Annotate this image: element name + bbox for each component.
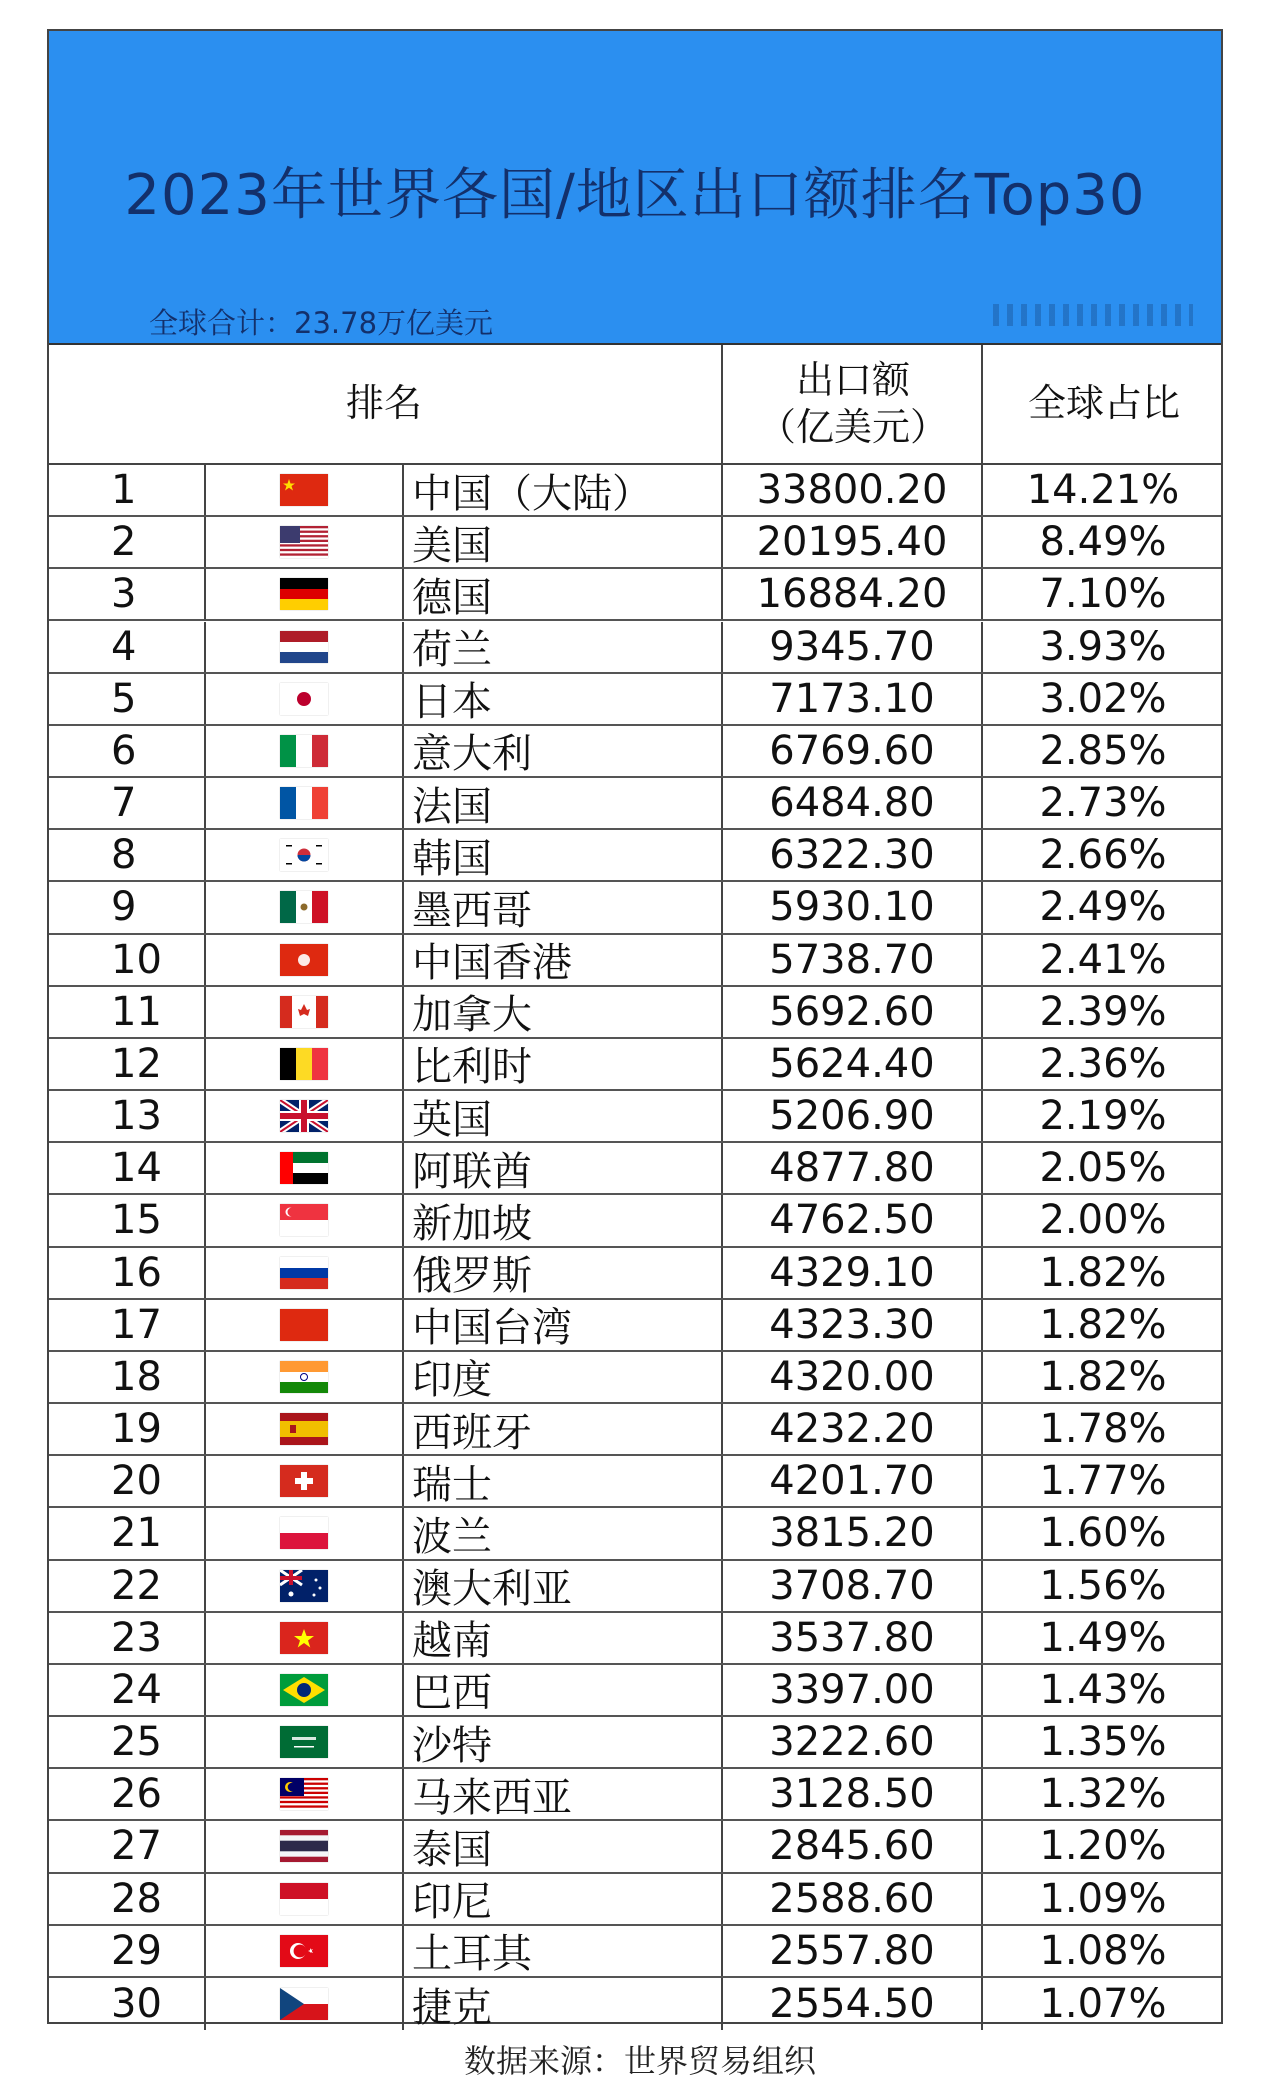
export-value-cell: 5624.40 [721, 1039, 981, 1089]
global-share-cell: 1.20% [981, 1821, 1223, 1871]
cz-flag-icon [280, 1988, 328, 2020]
table-row [49, 1978, 1221, 2030]
flag-cell [204, 1248, 402, 1298]
country-name-cell: 比利时 [402, 1039, 721, 1089]
export-value-cell: 4877.80 [721, 1143, 981, 1193]
flag-cell [204, 1821, 402, 1871]
flag-cell [204, 1613, 402, 1663]
flag-cell [204, 1195, 402, 1245]
global-share-cell: 1.49% [981, 1613, 1223, 1663]
hk-flag-icon [280, 944, 328, 976]
table-row [49, 517, 1221, 569]
column-header-global-share: 全球占比 [981, 345, 1225, 463]
export-value-cell: 5738.70 [721, 935, 981, 985]
vn-flag-icon [280, 1622, 328, 1654]
global-share-cell: 2.39% [981, 987, 1223, 1037]
global-share-cell: 8.49% [981, 517, 1223, 567]
column-header-rank: 排名 [345, 381, 422, 426]
rank-cell: 28 [111, 1875, 162, 1922]
de-flag-icon [280, 578, 328, 610]
table-row [49, 1248, 1221, 1300]
country-name-cell: 意大利 [402, 726, 721, 776]
country-name-cell: 墨西哥 [402, 882, 721, 932]
sa-flag-icon [280, 1726, 328, 1758]
global-share-cell: 2.00% [981, 1195, 1223, 1245]
flag-cell [204, 1508, 402, 1558]
sg-flag-icon [280, 1204, 328, 1236]
export-value-cell: 5206.90 [721, 1091, 981, 1141]
country-name-cell: 西班牙 [402, 1404, 721, 1454]
cn-flag-icon [280, 474, 328, 506]
export-value-cell: 3708.70 [721, 1561, 981, 1611]
rank-cell: 20 [111, 1458, 162, 1505]
rank-cell: 25 [111, 1719, 162, 1766]
rank-cell: 4 [111, 623, 137, 670]
export-value-cell: 5692.60 [721, 987, 981, 1037]
th-flag-icon [280, 1830, 328, 1862]
global-share-cell: 1.56% [981, 1561, 1223, 1611]
flag-cell [204, 517, 402, 567]
export-value-cell: 2554.50 [721, 1978, 981, 2030]
flag-cell [204, 1352, 402, 1402]
country-name-cell: 法国 [402, 778, 721, 828]
export-value-cell: 9345.70 [721, 622, 981, 672]
table-row [49, 882, 1221, 934]
export-value-cell: 3815.20 [721, 1508, 981, 1558]
rank-cell: 13 [111, 1093, 162, 1140]
tr-flag-icon [280, 1935, 328, 1967]
jp-flag-icon [280, 683, 328, 715]
br-flag-icon [280, 1674, 328, 1706]
be-flag-icon [280, 1048, 328, 1080]
country-name-cell: 马来西亚 [402, 1769, 721, 1819]
rank-cell: 8 [111, 832, 137, 879]
export-value-cell: 4201.70 [721, 1456, 981, 1506]
id-flag-icon [280, 1883, 328, 1915]
export-value-cell: 6769.60 [721, 726, 981, 776]
table-row [49, 1091, 1221, 1143]
country-name-cell: 俄罗斯 [402, 1248, 721, 1298]
chart-title: 2023年世界各国/地区出口额排名Top30 [124, 163, 1146, 228]
global-share-cell: 1.82% [981, 1248, 1223, 1298]
it-flag-icon [280, 735, 328, 767]
flag-cell [204, 1874, 402, 1924]
global-total: 全球合计：23.78万亿美元 [149, 306, 494, 340]
flag-cell [204, 1300, 402, 1350]
global-share-cell: 1.78% [981, 1404, 1223, 1454]
ru-flag-icon [280, 1257, 328, 1289]
country-name-cell: 捷克 [402, 1978, 721, 2030]
flag-cell [204, 882, 402, 932]
export-value-cell: 2557.80 [721, 1926, 981, 1976]
rank-cell: 21 [111, 1510, 162, 1557]
country-name-cell: 英国 [402, 1091, 721, 1141]
country-name-cell: 沙特 [402, 1717, 721, 1767]
global-share-cell: 2.19% [981, 1091, 1223, 1141]
mx-flag-icon [280, 891, 328, 923]
global-share-cell: 1.32% [981, 1769, 1223, 1819]
table-row [49, 1039, 1221, 1091]
rank-cell: 17 [111, 1301, 162, 1348]
table-row [49, 778, 1221, 830]
rank-cell: 30 [111, 1981, 162, 2027]
es-flag-icon [280, 1413, 328, 1445]
rank-cell: 23 [111, 1614, 162, 1661]
rank-cell: 1 [111, 467, 137, 514]
table-row [49, 1821, 1221, 1873]
global-share-cell: 1.08% [981, 1926, 1223, 1976]
flag-cell [204, 1926, 402, 1976]
country-name-cell: 波兰 [402, 1508, 721, 1558]
table-row [49, 1352, 1221, 1404]
flag-cell [204, 622, 402, 672]
export-value-cell: 7173.10 [721, 674, 981, 724]
flag-cell [204, 1456, 402, 1506]
column-header-export-value-label: 出口额 （亿美元） [757, 357, 948, 449]
flag-cell [204, 830, 402, 880]
flag-cell [204, 1561, 402, 1611]
rank-cell: 10 [111, 936, 162, 983]
rank-cell: 16 [111, 1249, 162, 1296]
table-row [49, 987, 1221, 1039]
table-row [49, 465, 1221, 517]
rank-cell: 2 [111, 519, 137, 566]
flag-cell [204, 987, 402, 1037]
us-flag-icon [280, 526, 328, 558]
global-share-cell: 1.77% [981, 1456, 1223, 1506]
export-value-cell: 16884.20 [721, 569, 981, 619]
table-header [49, 345, 1221, 465]
rank-cell: 18 [111, 1353, 162, 1400]
country-name-cell: 日本 [402, 674, 721, 724]
export-value-cell: 4320.00 [721, 1352, 981, 1402]
flag-cell [204, 1404, 402, 1454]
global-share-cell: 3.02% [981, 674, 1223, 724]
fr-flag-icon [280, 787, 328, 819]
table-row [49, 674, 1221, 726]
data-source: 数据来源：世界贸易组织 [463, 2042, 816, 2080]
rank-cell: 5 [111, 675, 137, 722]
flag-cell [204, 674, 402, 724]
table-row [49, 1665, 1221, 1717]
country-name-cell: 中国（大陆） [402, 465, 721, 515]
export-value-cell: 20195.40 [721, 517, 981, 567]
global-share-cell: 1.43% [981, 1665, 1223, 1715]
country-name-cell: 阿联酋 [402, 1143, 721, 1193]
global-share-cell: 14.21% [981, 465, 1223, 515]
export-value-cell: 4329.10 [721, 1248, 981, 1298]
rank-cell: 27 [111, 1823, 162, 1870]
flag-cell [204, 726, 402, 776]
export-value-cell: 2588.60 [721, 1874, 981, 1924]
rank-cell: 22 [111, 1562, 162, 1609]
country-name-cell: 美国 [402, 517, 721, 567]
country-name-cell: 印尼 [402, 1874, 721, 1924]
global-share-cell: 1.07% [981, 1978, 1223, 2030]
country-name-cell: 中国台湾 [402, 1300, 721, 1350]
flag-cell [204, 1039, 402, 1089]
export-value-cell: 4762.50 [721, 1195, 981, 1245]
global-share-cell: 2.49% [981, 882, 1223, 932]
flag-cell [204, 1717, 402, 1767]
global-share-cell: 2.66% [981, 830, 1223, 880]
global-share-cell: 2.41% [981, 935, 1223, 985]
header-banner [49, 31, 1221, 345]
export-ranking-card [47, 29, 1223, 2031]
country-name-cell: 韩国 [402, 830, 721, 880]
export-value-cell: 3397.00 [721, 1665, 981, 1715]
rank-cell: 24 [111, 1666, 162, 1713]
tw-flag-icon [280, 1309, 328, 1341]
flag-cell [204, 569, 402, 619]
country-name-cell: 荷兰 [402, 622, 721, 672]
flag-cell [204, 1978, 402, 2030]
au-flag-icon [280, 1570, 328, 1602]
table-row [49, 935, 1221, 987]
pl-flag-icon [280, 1517, 328, 1549]
global-share-cell: 7.10% [981, 569, 1223, 619]
table-row [49, 1456, 1221, 1508]
table-row [49, 1769, 1221, 1821]
flag-cell [204, 1143, 402, 1193]
export-value-cell: 3222.60 [721, 1717, 981, 1767]
table-row [49, 1717, 1221, 1769]
export-value-cell: 4323.30 [721, 1300, 981, 1350]
flag-cell [204, 778, 402, 828]
export-value-cell: 4232.20 [721, 1404, 981, 1454]
table-row [49, 622, 1221, 674]
global-share-cell: 2.73% [981, 778, 1223, 828]
country-name-cell: 德国 [402, 569, 721, 619]
country-name-cell: 泰国 [402, 1821, 721, 1871]
global-share-cell: 1.60% [981, 1508, 1223, 1558]
table-row [49, 1926, 1221, 1978]
rank-cell: 29 [111, 1927, 162, 1974]
table-row [49, 1143, 1221, 1195]
nl-flag-icon [280, 631, 328, 663]
flag-cell [204, 1769, 402, 1819]
table-row [49, 1300, 1221, 1352]
flag-cell [204, 1091, 402, 1141]
global-share-cell: 1.82% [981, 1352, 1223, 1402]
country-name-cell: 印度 [402, 1352, 721, 1402]
country-name-cell: 巴西 [402, 1665, 721, 1715]
column-header-export-value [721, 345, 983, 463]
ch-flag-icon [280, 1465, 328, 1497]
rank-cell: 3 [111, 571, 137, 618]
export-value-cell: 5930.10 [721, 882, 981, 932]
ca-flag-icon [280, 996, 328, 1028]
my-flag-icon [280, 1778, 328, 1810]
country-name-cell: 中国香港 [402, 935, 721, 985]
gb-flag-icon [280, 1100, 328, 1132]
table-row [49, 1874, 1221, 1926]
export-value-cell: 3128.50 [721, 1769, 981, 1819]
flag-cell [204, 465, 402, 515]
global-share-cell: 2.36% [981, 1039, 1223, 1089]
table-row [49, 1404, 1221, 1456]
export-value-cell: 6484.80 [721, 778, 981, 828]
flag-cell [204, 935, 402, 985]
flag-cell [204, 1665, 402, 1715]
country-name-cell: 土耳其 [402, 1926, 721, 1976]
rank-cell: 7 [111, 780, 137, 827]
rank-cell: 26 [111, 1771, 162, 1818]
table-row [49, 1508, 1221, 1560]
rank-cell: 15 [111, 1197, 162, 1244]
table-row [49, 1613, 1221, 1665]
table-row [49, 1561, 1221, 1613]
rank-cell: 12 [111, 1040, 162, 1087]
table-row [49, 726, 1221, 778]
global-share-cell: 2.05% [981, 1143, 1223, 1193]
export-value-cell: 2845.60 [721, 1821, 981, 1871]
global-share-cell: 1.09% [981, 1874, 1223, 1924]
global-share-cell: 3.93% [981, 622, 1223, 672]
country-name-cell: 澳大利亚 [402, 1561, 721, 1611]
table-row [49, 830, 1221, 882]
export-value-cell: 33800.20 [721, 465, 981, 515]
in-flag-icon [280, 1361, 328, 1393]
kr-flag-icon [280, 839, 328, 871]
country-name-cell: 新加坡 [402, 1195, 721, 1245]
country-name-cell: 加拿大 [402, 987, 721, 1037]
watermark-strip [993, 304, 1193, 326]
table-row [49, 1195, 1221, 1247]
rank-cell: 6 [111, 727, 137, 774]
ae-flag-icon [280, 1152, 328, 1184]
country-name-cell: 越南 [402, 1613, 721, 1663]
rank-cell: 9 [111, 884, 137, 931]
table-row [49, 569, 1221, 621]
export-value-cell: 6322.30 [721, 830, 981, 880]
rank-cell: 11 [111, 988, 162, 1035]
rank-cell: 14 [111, 1145, 162, 1192]
global-share-cell: 1.35% [981, 1717, 1223, 1767]
export-value-cell: 3537.80 [721, 1613, 981, 1663]
global-share-cell: 1.82% [981, 1300, 1223, 1350]
country-name-cell: 瑞士 [402, 1456, 721, 1506]
rank-cell: 19 [111, 1406, 162, 1453]
global-share-cell: 2.85% [981, 726, 1223, 776]
